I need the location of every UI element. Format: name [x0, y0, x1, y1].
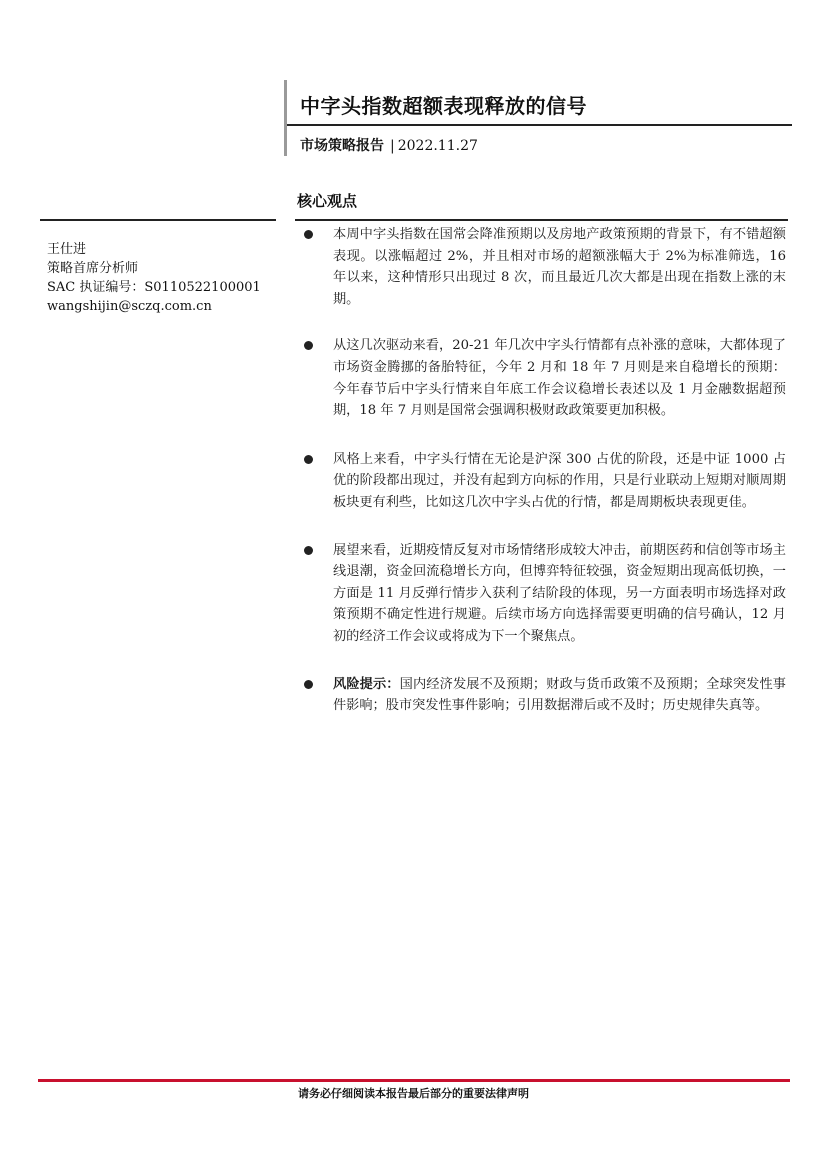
- bullet-icon: [304, 455, 313, 464]
- report-title: 中字头指数超额表现释放的信号: [300, 94, 587, 118]
- footer-divider: [38, 1079, 790, 1082]
- bullet-text: 本周中字头指数在国常会降准预期以及房地产政策预期的背景下，有不错超额表现。以涨幅超过 2%，并且相对市场的超额涨幅大于 2%为标准筛选，16 年以来，这种情形只出现过 8 次，而且最近几次大都是出现在指数上涨的末期。: [333, 227, 786, 307]
- bullet-icon: [304, 341, 313, 350]
- sac-number: S0110522100001: [144, 280, 261, 295]
- analyst-name: 王仕进: [47, 242, 87, 257]
- analyst-title: 策略首席分析师: [47, 261, 139, 276]
- report-meta: [300, 135, 478, 155]
- sidebar-divider: [40, 219, 276, 221]
- risk-label: 风险提示：: [333, 676, 400, 692]
- meta-separator: |: [390, 138, 395, 154]
- bullet-icon: [304, 546, 313, 555]
- analyst-sac: [47, 278, 261, 297]
- list-item: [300, 335, 786, 421]
- bullet-icon: [304, 680, 313, 689]
- bullet-text: 从这几次驱动来看，20-21 年几次中字头行情都有点补涨的意味，大都体现了市场资金腾挪的备胎特征，今年 2 月和 18 年 7 月则是来自稳增长的预期：今年春节后中字头行情来自年底工作会议稳增长表述以及 1 月金融数据超预期，18 年 7 月则是国常会强调积极财政政策要更加积极。: [333, 338, 786, 419]
- bullet-text: 展望来看，近期疫情反复对市场情绪形成较大冲击，前期医药和信创等市场主线退潮，资金回流稳增长方向，但博弈特征较强，资金短期出现高低切换，一方面是 11 月反弹行情步入获利了结阶段的体现，另一方面表明市场选择对政策预期不确定性进行规避。后续市场方向选择需要更明确的信号确认，12 月初的经济工作会议或将成为下一个聚焦点。: [333, 542, 786, 644]
- sac-label: SAC 执证编号：: [47, 280, 145, 295]
- analyst-info: [47, 240, 261, 316]
- section-divider: [295, 219, 788, 221]
- bullet-icon: [304, 230, 313, 239]
- risk-text: 国内经济发展不及预期；财政与货币政策不及预期；全球突发性事件影响；股市突发性事件影响；引用数据滞后或不及时；历史规律失真等。: [333, 676, 786, 714]
- title-divider: [287, 124, 792, 126]
- report-header: [284, 80, 792, 156]
- list-item: [300, 674, 786, 717]
- legal-disclaimer: 请务必仔细阅读本报告最后部分的重要法律声明: [298, 1087, 529, 1100]
- section-heading: 核心观点: [297, 192, 358, 210]
- bullet-text: 风格上来看，中字头行情在无论是沪深 300 占优的阶段，还是中证 1000 占优的阶段都出现过，并没有起到方向标的作用，只是行业联动上短期对顺周期板块更有利些，比如这几次中字头占优的行情，都是周期板块表现更佳。: [333, 451, 786, 510]
- list-item: [300, 449, 786, 514]
- analyst-email: wangshijin@sczq.com.cn: [47, 299, 212, 314]
- report-type: 市场策略报告: [300, 138, 384, 154]
- report-date: 2022.11.27: [397, 138, 478, 154]
- list-item: [300, 540, 786, 648]
- key-points-list: [300, 224, 786, 717]
- list-item: [300, 224, 786, 310]
